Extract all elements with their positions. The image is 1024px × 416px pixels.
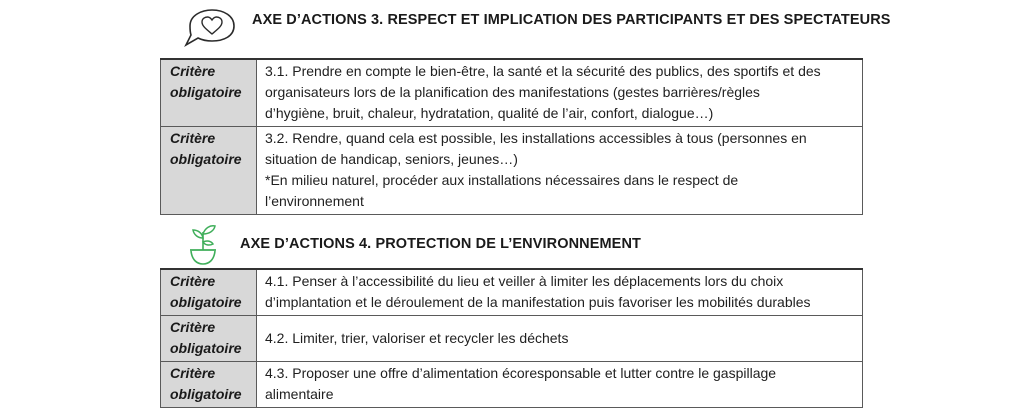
- label-line: obligatoire: [170, 340, 242, 356]
- text-line: d’hygiène, bruit, chaleur, hydratation, qualité de l’air, confort, dialogue…): [265, 105, 714, 121]
- text-line: 4.2. Limiter, trier, valoriser et recycler les déchets: [265, 329, 569, 346]
- criterion-label: [161, 127, 257, 215]
- axe3-title: AXE D’ACTIONS 3. RESPECT ET IMPLICATION DES PARTICIPANTS ET DES SPECTATEURS: [252, 12, 891, 28]
- plant-pot-icon: [186, 220, 220, 271]
- axe4-criteria-table: [160, 268, 863, 408]
- text-line: *En milieu naturel, procéder aux installations nécessaires dans le respect de: [265, 172, 739, 188]
- criterion-text: [257, 59, 863, 127]
- text-line: d’implantation et le déroulement de la manifestation puis favoriser les mobilités durables: [265, 294, 811, 310]
- text-line: 3.1. Prendre en compte le bien-être, la santé et la sécurité des publics, des sportifs et des: [265, 63, 821, 79]
- text-line: 4.1. Penser à l’accessibilité du lieu et veiller à limiter les déplacements lors du choix: [265, 273, 784, 289]
- label-line: obligatoire: [170, 294, 242, 310]
- criterion-label: [161, 269, 257, 316]
- criterion-label: [161, 59, 257, 127]
- table-row: [161, 362, 863, 408]
- criterion-text: [257, 362, 863, 408]
- criterion-text: [257, 316, 863, 362]
- heart-speech-bubble-icon: [180, 8, 238, 53]
- label-line: Critère: [170, 273, 216, 289]
- label-line: obligatoire: [170, 84, 242, 100]
- criterion-text: [257, 127, 863, 215]
- label-line: Critère: [170, 365, 216, 381]
- text-line: 3.2. Rendre, quand cela est possible, les installations accessibles à tous (personnes en: [265, 130, 807, 146]
- axe3-criteria-table: [160, 58, 863, 215]
- criterion-text: [257, 269, 863, 316]
- text-line: alimentaire: [265, 386, 334, 402]
- criterion-label: [161, 362, 257, 408]
- label-line: obligatoire: [170, 151, 242, 167]
- table-row: [161, 316, 863, 362]
- label-line: obligatoire: [170, 386, 242, 402]
- text-line: organisateurs lors de la planification des manifestations (gestes barrières/règles: [265, 84, 760, 100]
- table-row: [161, 127, 863, 215]
- table-row: [161, 269, 863, 316]
- criterion-label: [161, 316, 257, 362]
- label-line: Critère: [170, 63, 216, 79]
- label-line: Critère: [170, 130, 216, 146]
- text-line: l’environnement: [265, 193, 364, 209]
- text-line: situation de handicap, seniors, jeunes…): [265, 151, 518, 167]
- label-line: Critère: [170, 319, 216, 335]
- axe4-title: AXE D’ACTIONS 4. PROTECTION DE L’ENVIRONNEMENT: [240, 236, 641, 252]
- text-line: 4.3. Proposer une offre d’alimentation écoresponsable et lutter contre le gaspillage: [265, 365, 777, 381]
- table-row: [161, 59, 863, 127]
